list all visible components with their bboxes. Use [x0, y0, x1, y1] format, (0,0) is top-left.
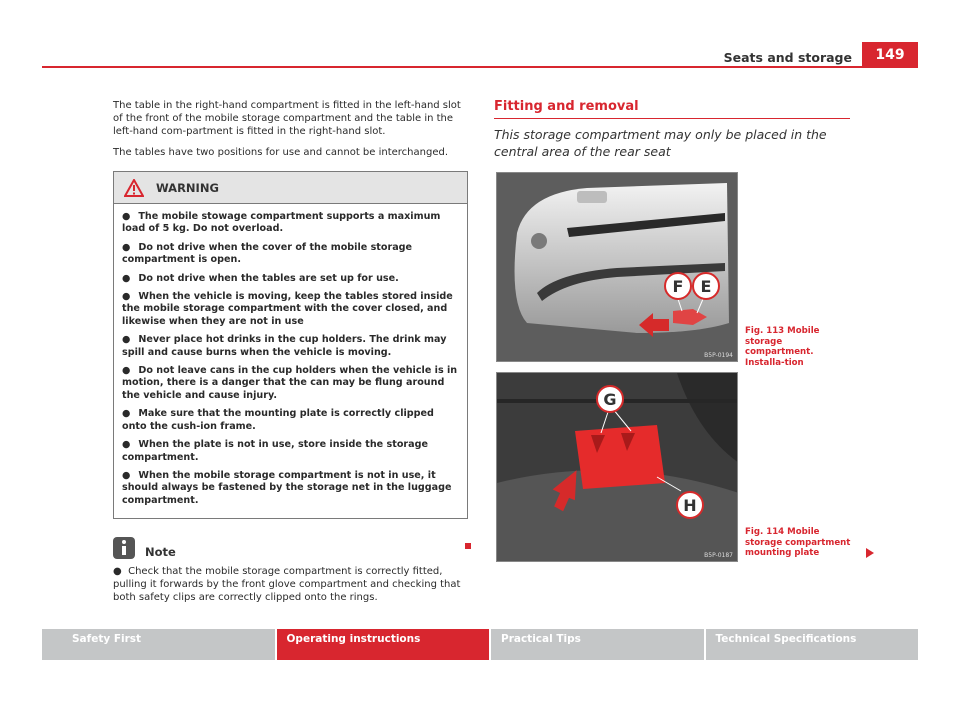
section-intro: This storage compartment may only be placed in the central area of the rear seat: [494, 127, 827, 159]
footer-nav: [42, 629, 918, 660]
figure-code: B5P-0187: [704, 552, 733, 559]
section-rule: [494, 118, 850, 119]
warning-item: ● Do not drive when the cover of the mobile storage compartment is open.: [122, 241, 413, 266]
warning-item: ● When the mobile storage compartment is not in use, it should always be fastened by the storage net in the luggage compartment.: [122, 469, 452, 506]
continue-arrow-icon: [866, 548, 874, 558]
warning-item: ● When the vehicle is moving, keep the tables stored inside the mobile storage compartment with the cover closed, and likewise when they are not in use: [122, 291, 453, 327]
note-header: [113, 537, 468, 559]
storage-compartment-illustration: [497, 173, 738, 362]
paragraph: The table in the right-hand compartment is fitted in the left-hand slot of the front of the mobile storage compartment and the table in the left-hand com-partment is fitted in the right-hand slot.: [113, 100, 461, 137]
note-section: [113, 537, 468, 604]
warning-item: ● Make sure that the mounting plate is correctly clipped onto the cush-ion frame.: [122, 408, 434, 432]
footer-tab-safety-first[interactable]: Safety First: [42, 629, 275, 660]
note-icon: [113, 537, 135, 559]
warning-item: ● Do not leave cans in the cup holders when the vehicle is in motion, there is a danger that the can may be flung around the vehicle and cause injury.: [122, 365, 458, 401]
footer-tab-operating-instructions[interactable]: Operating instructions: [277, 629, 490, 660]
warning-title: WARNING: [156, 180, 219, 195]
svg-text:G: G: [603, 390, 617, 409]
warning-body: [114, 204, 467, 518]
mounting-plate-illustration: [497, 373, 738, 562]
figure-114-caption: Fig. 114 Mobile storage compartment mounting plate: [745, 527, 851, 558]
warning-header: [114, 172, 467, 204]
figure-code: B5P-0194: [704, 352, 733, 359]
left-column: [113, 99, 468, 604]
svg-text:H: H: [683, 496, 697, 515]
figure-113-caption: Fig. 113 Mobile storage compartment. Installa-tion: [745, 326, 820, 368]
footer-tab-practical-tips[interactable]: Practical Tips: [491, 629, 704, 660]
warning-item: ● Never place hot drinks in the cup holders. The drink may spill and cause burns when the vehicle is moving.: [122, 334, 447, 358]
svg-text:F: F: [672, 277, 684, 296]
footer-tab-technical-specifications[interactable]: Technical Specifications: [706, 629, 919, 660]
warning-item: ● When the plate is not in use, store inside the storage compartment.: [122, 439, 428, 463]
warning-item: ● The mobile stowage compartment supports a maximum load of 5 kg. Do not overload.: [122, 211, 441, 235]
figure-113-image: [496, 172, 738, 362]
header-section-title: Seats and storage: [723, 50, 852, 65]
svg-text:E: E: [700, 277, 712, 296]
section-heading: Fitting and removal: [494, 99, 639, 114]
note-title: Note: [145, 545, 176, 560]
paragraph: The tables have two positions for use and cannot be interchanged.: [113, 147, 449, 158]
header-rule: [42, 66, 918, 68]
end-of-section-mark: [465, 543, 471, 549]
note-text: ● Check that the mobile storage compartment is correctly fitted, pulling it forwards by the front glove compartment and checking that both safety clips are correctly clipped onto the rings.: [113, 566, 461, 604]
warning-box: [113, 171, 468, 519]
figure-114-image: [496, 372, 738, 562]
warning-item: ● Do not drive when the tables are set up for use.: [122, 272, 399, 284]
warning-triangle-icon: [124, 179, 144, 197]
page-number: 149: [862, 42, 918, 68]
